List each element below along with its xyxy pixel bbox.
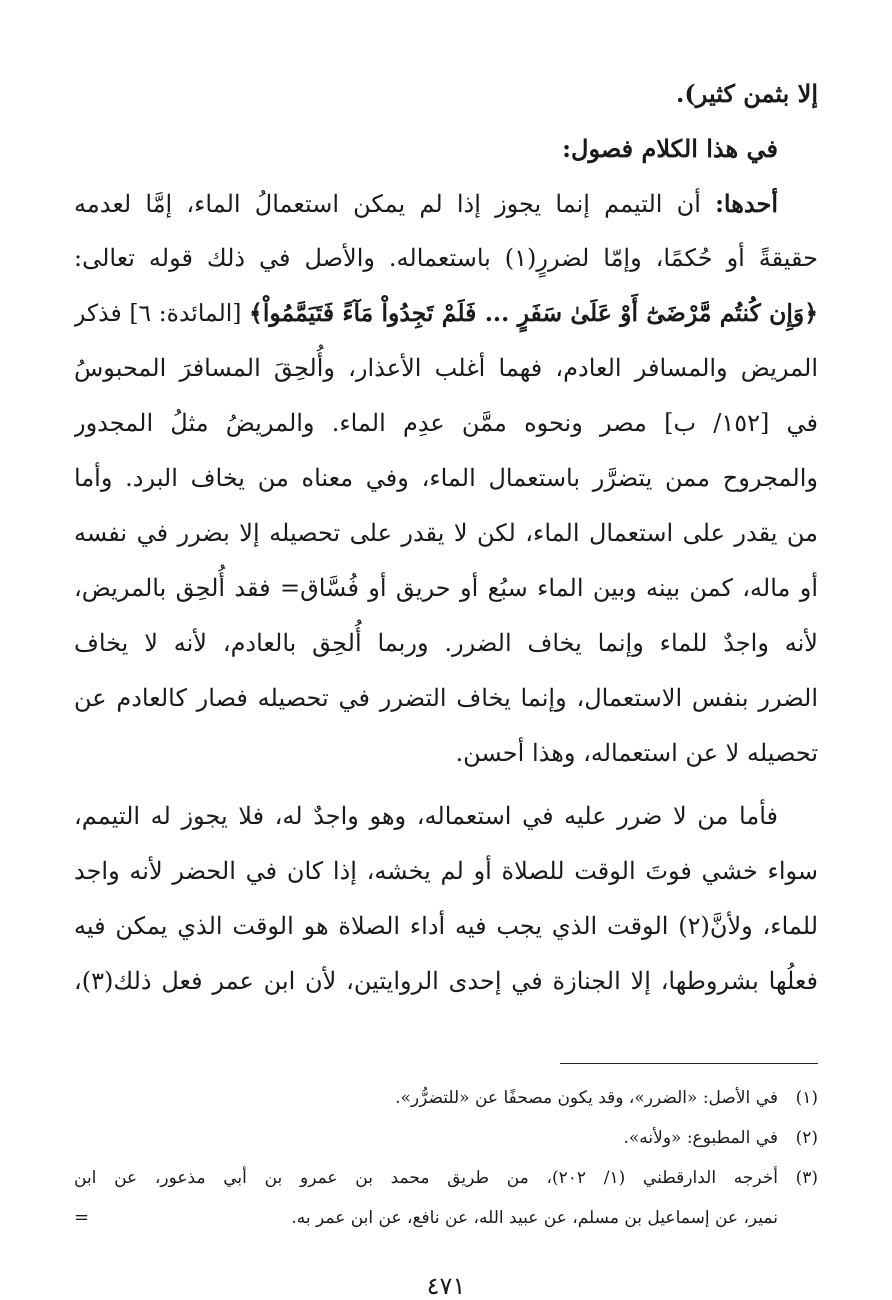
- text-line: فأما من لا ضرر عليه في استعماله، وهو واجدٌ له، فلا يجوز له التيمم،: [74, 802, 778, 830]
- page-number: ٤٧١: [426, 1272, 466, 1300]
- heading-line: إلا بثمن كثير).: [676, 79, 818, 108]
- text-line: تحصيله لا عن استعماله، وهذا أحسن.: [455, 739, 818, 767]
- text-line: الضرر بنفس الاستعمال، وإنما يخاف التضرر في تحصيله فصار كالعادم عن: [74, 684, 818, 712]
- footnote-text: في الأصل: «الضرر»، وقد يكون مصحفًا عن «للتضرُّر».: [395, 1088, 778, 1108]
- footnote-3-continued: [74, 1198, 818, 1238]
- text-line: للماء، ولأنَّ(٢) الوقت الذي يجب فيه أداء الصلاة هو الوقت الذي يمكن فيه: [74, 912, 818, 940]
- quran-verse: ﴿وَإِن كُنتُم مَّرْضَىٰٓ أَوْ عَلَىٰ سَفَرٍ ... فَلَمْ تَجِدُواْ مَآءً فَتَيَمَّمُواْ﴾: [249, 299, 818, 327]
- text-line: [74, 176, 818, 231]
- footnote-3: [74, 1158, 818, 1198]
- text-line: سواء خشي فوتَ الوقت للصلاة أو لم يخشه، إذا كان في الحضر لأنه واجد: [74, 857, 818, 885]
- text-line: [74, 286, 818, 341]
- footnote-text: في المطبوع: «ولأنه».: [623, 1128, 778, 1148]
- continuation-mark: =: [74, 1207, 90, 1228]
- footnote-number: (١): [795, 1088, 818, 1108]
- footnote-separator: [560, 1063, 818, 1064]
- text-line: لأنه واجدٌ للماء وإنما يخاف الضرر. وربما أُلحِق بالعادم، لأنه لا يخاف: [74, 629, 818, 657]
- footnote-number: (٣): [795, 1168, 818, 1188]
- footnote-2: [74, 1118, 818, 1158]
- paragraph-one: [74, 176, 818, 781]
- intro-line: في هذا الكلام فصول:: [562, 134, 778, 163]
- footnote-1: [74, 1078, 818, 1118]
- text-line: من يقدر على استعمال الماء، لكن لا يقدر على تحصيله إلا بضرر في نفسه: [74, 519, 818, 547]
- footnotes: [74, 1078, 818, 1238]
- text-line: المريض والمسافر العادم، فهما أغلب الأعذار، وأُلحِقَ المسافرَ المحبوسُ: [74, 354, 818, 382]
- text-line: أو ماله، كمن بينه وبين الماء سبُع أو حريق أو فُسَّاق= فقد أُلحِق بالمريض،: [74, 574, 818, 602]
- text-line: حقيقةً أو حُكمًا، وإمّا لضررٍ(١) باستعماله. والأصل في ذلك قوله تعالى:: [74, 244, 818, 272]
- paragraph-two: [74, 789, 818, 1009]
- text-span: أن التيمم إنما يجوز إذا لم يمكن استعمالُ الماء، إمَّا لعدمه: [74, 190, 716, 218]
- text-line: فعلُها بشروطها، إلا الجنازة في إحدى الروايتين، لأن ابن عمر فعل ذلك(٣)،: [74, 967, 818, 995]
- footnote-number: (٢): [795, 1128, 818, 1148]
- section-lead: أحدها:: [715, 189, 778, 218]
- text-line: في [١٥٢/ ب] مصر ونحوه ممَّن عدِم الماء. والمريضُ مثلُ المجدور: [74, 409, 818, 437]
- footnote-text: أخرجه الدارقطني (١/ ٢٠٢)، من طريق محمد بن عمرو بن أبي مذعور، عن ابن: [74, 1168, 779, 1188]
- footnote-text: نمير، عن إسماعيل بن مسلم، عن عبيد الله، عن نافع، عن ابن عمر به.: [291, 1208, 778, 1228]
- text-line: والمجروح ممن يتضرَّر باستعمال الماء، وفي معناه من يخاف البرد. وأما: [74, 464, 818, 492]
- text-span: [المائدة: ٦] فذكر: [74, 299, 250, 327]
